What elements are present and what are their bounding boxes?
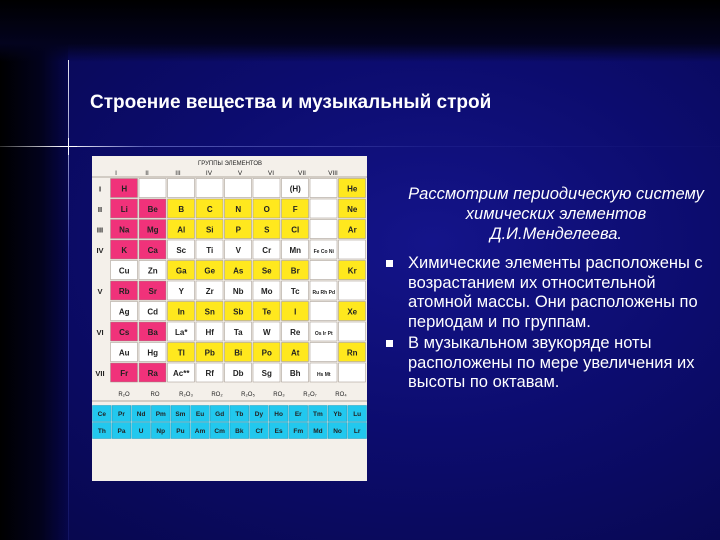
oxide-formula: RO₂ — [211, 392, 223, 398]
element-symbol: Al — [177, 225, 186, 235]
f-element-symbol: Cf — [255, 428, 263, 435]
oxide-formula: RO — [150, 392, 160, 398]
element-symbol: As — [233, 266, 244, 276]
element-symbol: Cl — [291, 225, 300, 235]
element-symbol: K — [121, 245, 128, 255]
element-symbol: V — [235, 245, 241, 255]
f-element-symbol: Tm — [313, 411, 323, 418]
element-cell — [196, 179, 223, 198]
element-symbol: Bh — [289, 368, 301, 378]
bullet-list — [382, 254, 712, 395]
element-symbol: La* — [175, 327, 188, 337]
f-element-symbol: Nd — [136, 411, 146, 418]
f-element-symbol: Pa — [117, 428, 126, 435]
element-symbol: Hs Mt — [316, 371, 331, 378]
period-label: I — [98, 184, 102, 194]
f-element-symbol: Dy — [254, 411, 264, 418]
element-symbol: Tc — [290, 286, 300, 296]
element-symbol: Ga — [175, 266, 187, 276]
element-symbol: Ca — [147, 245, 158, 255]
element-symbol: Hf — [205, 327, 214, 337]
element-symbol: W — [262, 327, 271, 337]
top-dark-band — [0, 0, 720, 62]
element-cell — [339, 281, 366, 300]
element-symbol: Po — [261, 348, 272, 358]
f-element-symbol: Er — [294, 411, 302, 418]
element-symbol: Cu — [118, 266, 130, 276]
element-symbol: Sb — [233, 307, 244, 317]
element-cell — [310, 179, 337, 198]
square-bullet-icon — [386, 260, 393, 267]
element-cell — [310, 261, 337, 280]
element-symbol: Fe Co Ni — [313, 248, 334, 255]
element-symbol: N — [235, 204, 242, 214]
element-cell — [310, 302, 337, 321]
element-symbol: Zr — [205, 286, 214, 296]
element-symbol: Fr — [120, 368, 129, 378]
element-symbol: Ru Rh Pd — [312, 289, 335, 296]
f-element-symbol: Yb — [333, 411, 342, 418]
element-cell — [139, 179, 166, 198]
period-label: IV — [96, 245, 104, 255]
element-symbol: Re — [290, 327, 301, 337]
element-symbol: Hg — [147, 348, 159, 358]
element-symbol: F — [292, 204, 298, 214]
f-element-symbol: Bk — [235, 428, 244, 435]
element-symbol: I — [294, 307, 297, 317]
element-symbol: (H) — [289, 184, 301, 194]
element-symbol: Bi — [234, 348, 243, 358]
left-dark-band — [0, 0, 68, 540]
element-symbol: Xe — [347, 307, 358, 317]
element-cell — [310, 199, 337, 218]
bullet-item-notes — [382, 334, 712, 393]
f-element-symbol: Eu — [195, 411, 205, 418]
element-symbol: Sg — [261, 368, 272, 378]
bullet-text: В музыкальном звукоряде ноты расположены по мере увеличения их высоты по октавам. — [408, 334, 695, 391]
element-symbol: Zn — [147, 266, 158, 276]
element-cell — [310, 343, 337, 362]
sparkle-icon — [60, 138, 77, 155]
f-element-symbol: Sm — [175, 411, 186, 418]
square-bullet-icon — [386, 340, 393, 347]
bullet-text: Химические элементы расположены с возрастанием их относительной атомной массы. Они расположены по периодам и по группам. — [408, 254, 703, 331]
f-element-symbol: Ce — [97, 411, 106, 418]
element-symbol: P — [235, 225, 241, 235]
element-cell — [310, 220, 337, 239]
period-label: II — [97, 204, 103, 214]
group-label: I — [115, 170, 117, 177]
element-symbol: Ac** — [173, 368, 190, 378]
element-symbol: Sr — [148, 286, 157, 296]
element-symbol: Mn — [289, 245, 302, 255]
element-symbol: Ne — [347, 204, 358, 214]
element-symbol: Ba — [147, 327, 158, 337]
oxide-formula: RO₃ — [273, 392, 285, 398]
f-element-symbol: Am — [194, 428, 206, 435]
group-label: IV — [205, 170, 213, 177]
f-element-symbol: Ho — [274, 411, 283, 418]
element-cell — [168, 179, 195, 198]
group-label: II — [145, 170, 149, 177]
oxide-formula: R₂O₇ — [303, 392, 317, 398]
group-label: VII — [298, 170, 306, 177]
f-element-symbol: No — [333, 428, 342, 435]
f-element-symbol: Pr — [118, 411, 125, 418]
group-label: VIII — [328, 170, 338, 177]
element-symbol: Ar — [347, 225, 357, 235]
slide-title: Строение вещества и музыкальный строй — [90, 92, 492, 113]
element-symbol: Ge — [204, 266, 216, 276]
element-symbol: Cr — [262, 245, 272, 255]
element-symbol: Br — [290, 266, 300, 276]
element-symbol: Sc — [176, 245, 187, 255]
element-symbol: Db — [232, 368, 244, 378]
element-symbol: Nb — [232, 286, 244, 296]
element-symbol: Kr — [347, 266, 357, 276]
element-symbol: Mg — [146, 225, 159, 235]
f-element-symbol: Cm — [214, 428, 225, 435]
f-element-symbol: Md — [313, 428, 323, 435]
group-label: VI — [267, 170, 275, 177]
element-symbol: Tl — [177, 348, 185, 358]
element-symbol: Be — [147, 204, 158, 214]
f-element-symbol: U — [138, 428, 144, 435]
element-cell — [339, 322, 366, 341]
element-symbol: Cd — [147, 307, 159, 317]
element-cell — [339, 363, 366, 382]
period-label: V — [97, 286, 103, 296]
element-symbol: Se — [261, 266, 272, 276]
period-label: VII — [95, 368, 105, 378]
f-element-symbol: Pu — [176, 428, 185, 435]
periodic-table-graphic — [92, 156, 367, 481]
element-symbol: Si — [205, 225, 214, 235]
f-element-symbol: Fm — [293, 428, 304, 435]
periodic-table-image — [92, 156, 367, 481]
element-symbol: B — [178, 204, 185, 214]
f-element-symbol: Tb — [235, 411, 244, 418]
element-symbol: O — [263, 204, 270, 214]
f-element-symbol: Lr — [353, 428, 361, 435]
oxide-formula: R₂O — [118, 392, 130, 398]
period-label: III — [96, 225, 104, 235]
oxide-formula: RO₄ — [335, 392, 347, 398]
element-symbol: Rb — [118, 286, 130, 296]
f-element-symbol: Gd — [215, 411, 225, 418]
element-symbol: H — [121, 184, 128, 194]
element-symbol: Na — [119, 225, 130, 235]
element-symbol: Au — [118, 348, 130, 358]
f-element-symbol: Np — [156, 428, 166, 435]
f-element-symbol: Es — [274, 428, 283, 435]
element-symbol: He — [347, 184, 358, 194]
element-symbol: Ta — [233, 327, 243, 337]
element-symbol: C — [206, 204, 213, 214]
oxide-formula: R₂O₃ — [179, 392, 193, 398]
element-symbol: Ti — [206, 245, 214, 255]
element-symbol: Mo — [260, 286, 273, 296]
group-label: III — [175, 170, 181, 177]
bullet-item-elements — [382, 254, 712, 332]
oxide-formula: R₂O₅ — [241, 392, 255, 398]
f-element-symbol: Lu — [353, 411, 362, 418]
f-element-symbol: Pm — [155, 411, 166, 418]
vertical-accent-line — [68, 60, 69, 540]
period-label: VI — [96, 327, 104, 337]
element-symbol: Ra — [147, 368, 158, 378]
element-symbol: S — [264, 225, 270, 235]
table-header: ГРУППЫ ЭЛЕМЕНТОВ — [198, 161, 262, 167]
element-symbol: Os Ir Pt — [314, 330, 333, 337]
element-symbol: In — [177, 307, 185, 317]
element-cell — [225, 179, 252, 198]
element-symbol: Rn — [346, 348, 358, 358]
f-element-symbol: Th — [97, 428, 106, 435]
element-symbol: At — [291, 348, 300, 358]
element-symbol: Sn — [204, 307, 215, 317]
element-symbol: Cs — [119, 327, 130, 337]
element-cell — [253, 179, 280, 198]
horizontal-accent-line — [0, 146, 720, 147]
group-label: V — [237, 170, 243, 177]
element-symbol: Li — [120, 204, 128, 214]
element-symbol: Y — [178, 286, 184, 296]
element-cell — [339, 240, 366, 259]
element-symbol: Rf — [205, 368, 214, 378]
intro-text: Рассмотрим периодическую систему химических элементов Д.И.Менделеева. — [408, 185, 704, 243]
element-symbol: Pb — [204, 348, 215, 358]
element-symbol: Te — [262, 307, 272, 317]
element-symbol: Ag — [118, 307, 130, 317]
